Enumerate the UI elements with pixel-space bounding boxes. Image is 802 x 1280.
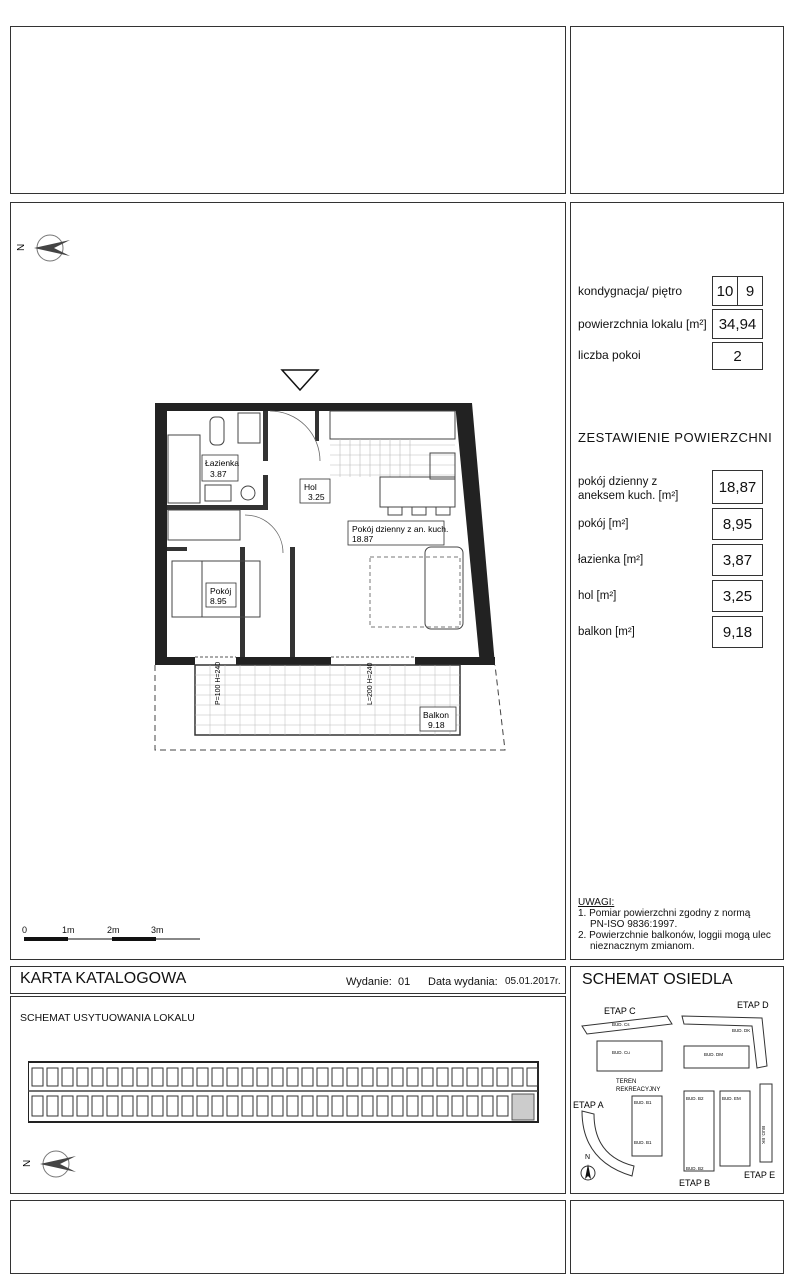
strip-unit xyxy=(497,1068,508,1086)
room-area: 8.95 xyxy=(210,596,227,606)
notes-title: UWAGI: xyxy=(578,897,615,908)
location-title: SCHEMAT USYTUOWANIA LOKALU xyxy=(20,1012,195,1024)
strip-unit xyxy=(347,1068,358,1086)
areas-title: ZESTAWIENIE POWIERZCHNI xyxy=(578,430,773,445)
building-label-8: BUD. EM xyxy=(722,1096,741,1101)
strip-unit xyxy=(182,1068,193,1086)
entrance-marker xyxy=(282,370,318,390)
strip-unit xyxy=(332,1096,343,1116)
strip-unit xyxy=(287,1096,298,1116)
strip-unit xyxy=(437,1096,448,1116)
strip-unit xyxy=(137,1096,148,1116)
floor-value-cell-2 xyxy=(737,276,763,306)
building-label-9: BUD. EK xyxy=(761,1126,766,1145)
strip-unit xyxy=(437,1068,448,1086)
strip-unit xyxy=(77,1068,88,1086)
location-compass-letter: N xyxy=(22,1159,33,1167)
strip-unit xyxy=(212,1096,223,1116)
strip-unit xyxy=(47,1068,58,1086)
edition-label: Wydanie: xyxy=(346,976,392,988)
strip-unit xyxy=(107,1096,118,1116)
scale-tick-0: 0 xyxy=(22,925,28,935)
strip-unit xyxy=(467,1068,478,1086)
area-row-balcony-label: balkon [m²] xyxy=(578,626,635,638)
scale-tick-2: 2m xyxy=(107,925,120,935)
notes-line-2: PN-ISO 9836:1997. xyxy=(590,919,678,930)
strip-unit xyxy=(302,1096,313,1116)
floor-plan xyxy=(150,365,515,755)
compass-rose xyxy=(14,226,74,270)
strip-unit xyxy=(242,1068,253,1086)
area-living-value: 18,87 xyxy=(718,478,757,496)
location-strip xyxy=(28,1058,540,1128)
strip-unit xyxy=(242,1096,253,1116)
area-row-balcony-cell xyxy=(712,616,763,648)
strip-unit xyxy=(122,1096,133,1116)
unit-area-label: powierzchnia lokalu [m²] xyxy=(578,317,707,331)
washing-machine xyxy=(241,486,255,500)
etap-b: ETAP B xyxy=(679,1178,711,1188)
scale-tick-3: 3m xyxy=(151,925,164,935)
etap-d: ETAP D xyxy=(737,1000,769,1010)
area-row-living-cell xyxy=(712,470,763,504)
bath-name: Łazienka xyxy=(205,458,240,468)
estate-north: N xyxy=(585,1154,591,1161)
compass-letter: N xyxy=(16,243,27,251)
area-row-room-cell xyxy=(712,508,763,540)
etap-c: ETAP C xyxy=(604,1006,636,1016)
strip-unit xyxy=(257,1096,268,1116)
entrance-door-swing xyxy=(270,411,320,461)
strip-unit xyxy=(377,1068,388,1086)
estate-title: SCHEMAT OSIEDLA xyxy=(582,971,733,988)
strip-unit xyxy=(212,1068,223,1086)
terrain-label-2: REKREACYJNY xyxy=(616,1087,661,1093)
bath-area: 3.87 xyxy=(210,469,227,479)
kitchen-tiles xyxy=(330,439,455,477)
strip-unit xyxy=(422,1096,433,1116)
floor-number-value: 9 xyxy=(745,282,755,300)
strip-unit xyxy=(347,1096,358,1116)
terrain-label: TEREN xyxy=(616,1079,637,1085)
notes-line-4: nieznacznym zmianom. xyxy=(590,941,695,952)
door-l-label: L=200 H=240 xyxy=(367,662,374,705)
strip-unit xyxy=(107,1068,118,1086)
strip-unit xyxy=(92,1068,103,1086)
floor-building-value: 10 xyxy=(716,282,734,300)
scale-bar xyxy=(24,936,204,944)
strip-unit xyxy=(167,1068,178,1086)
building-label-7: BUD. B2 xyxy=(686,1166,704,1171)
estate-map xyxy=(572,996,782,1192)
door-p-label: P=100 H=240 xyxy=(215,661,222,705)
date-label: Data wydania: xyxy=(428,976,498,988)
room-name: Pokój xyxy=(210,586,232,596)
area-row-living-label-1: pokój dzienny z xyxy=(578,476,658,488)
strip-unit xyxy=(317,1068,328,1086)
area-row-hall-cell xyxy=(712,580,763,612)
area-row-bath-label: łazienka [m²] xyxy=(578,554,644,566)
strip-unit xyxy=(137,1068,148,1086)
strip-unit xyxy=(62,1068,73,1086)
bathtub xyxy=(168,435,200,503)
sink xyxy=(205,485,231,501)
strip-unit xyxy=(512,1068,523,1086)
strip-unit xyxy=(317,1096,328,1116)
date-value: 05.01.2017r. xyxy=(505,976,561,987)
location-compass xyxy=(20,1142,80,1186)
strip-unit xyxy=(272,1068,283,1086)
notes-line-3: 2. Powierzchnie balkonów, loggii mogą ulec xyxy=(578,930,771,941)
strip-unit xyxy=(422,1068,433,1086)
floor-value-cell xyxy=(712,276,738,306)
strip-unit xyxy=(182,1096,193,1116)
building-label-2: BUD. DK xyxy=(732,1028,751,1033)
area-row-living-label-2: aneksem kuch. [m²] xyxy=(578,490,679,502)
strip-unit xyxy=(332,1068,343,1086)
strip-unit xyxy=(392,1068,403,1086)
strip-unit xyxy=(452,1096,463,1116)
bottom-left-frame xyxy=(10,1200,566,1274)
hall-area: 3.25 xyxy=(308,492,325,502)
strip-unit xyxy=(482,1068,493,1086)
strip-unit xyxy=(62,1096,73,1116)
strip-unit xyxy=(47,1096,58,1116)
strip-unit xyxy=(527,1068,538,1086)
strip-unit xyxy=(122,1068,133,1086)
strip-unit xyxy=(452,1068,463,1086)
etap-e: ETAP E xyxy=(744,1170,776,1180)
strip-unit xyxy=(467,1096,478,1116)
strip-unit xyxy=(197,1096,208,1116)
edition-value: 01 xyxy=(398,976,411,988)
area-row-hall-label: hol [m²] xyxy=(578,590,617,602)
header-left-frame xyxy=(10,26,566,194)
building-label-0: BUD. Cs xyxy=(612,1022,630,1027)
floor-label: kondygnacja/ piętro xyxy=(578,284,683,298)
strip-unit xyxy=(482,1096,493,1116)
strip-unit xyxy=(362,1068,373,1086)
strip-unit xyxy=(392,1096,403,1116)
strip-unit xyxy=(497,1096,508,1116)
etap-a: ETAP A xyxy=(573,1100,604,1110)
strip-unit xyxy=(257,1068,268,1086)
wardrobe xyxy=(168,510,240,540)
area-row-room-label: pokój [m²] xyxy=(578,518,629,530)
strip-unit xyxy=(227,1096,238,1116)
kitchen-island xyxy=(380,477,455,507)
building-label-5: BUD. B1 xyxy=(634,1140,652,1145)
strip-unit xyxy=(227,1068,238,1086)
catalog-title: KARTA KATALOGOWA xyxy=(20,970,187,987)
strip-unit xyxy=(197,1068,208,1086)
strip-unit xyxy=(287,1068,298,1086)
strip-unit xyxy=(167,1096,178,1116)
strip-unit xyxy=(152,1096,163,1116)
toilet xyxy=(210,417,224,445)
rooms-count-label: liczba pokoi xyxy=(578,348,641,362)
strip-unit xyxy=(32,1068,43,1086)
rooms-count-value: 2 xyxy=(733,347,742,365)
area-room-value: 8,95 xyxy=(722,515,753,533)
building-label-4: BUD. B1 xyxy=(634,1100,652,1105)
hall-name: Hol xyxy=(304,482,317,492)
scale-tick-1: 1m xyxy=(62,925,75,935)
area-bath-value: 3,87 xyxy=(722,551,753,569)
strip-unit xyxy=(362,1096,373,1116)
area-hall-value: 3,25 xyxy=(722,587,753,605)
strip-unit xyxy=(272,1096,283,1116)
living-area: 18.87 xyxy=(352,534,374,544)
strip-unit xyxy=(407,1068,418,1086)
strip-unit xyxy=(77,1096,88,1116)
building-label-3: BUD. DM xyxy=(704,1052,723,1057)
inner-walls xyxy=(167,411,319,657)
strip-unit xyxy=(92,1096,103,1116)
header-right-frame xyxy=(570,26,784,194)
sofa xyxy=(425,547,463,629)
highlighted-unit xyxy=(512,1094,534,1120)
kitchen-counter xyxy=(330,411,455,439)
unit-area-value: 34,94 xyxy=(718,315,757,333)
balcony-name: Balkon xyxy=(423,710,449,720)
room-door-swing xyxy=(245,515,283,553)
shower-shaft xyxy=(238,413,260,443)
strip-unit xyxy=(302,1068,313,1086)
area-balcony-value: 9,18 xyxy=(722,623,753,641)
rooms-count-cell xyxy=(712,342,763,370)
strip-unit xyxy=(152,1068,163,1086)
strip-unit xyxy=(407,1096,418,1116)
balcony-area: 9.18 xyxy=(428,720,445,730)
strip-unit xyxy=(32,1096,43,1116)
unit-area-cell xyxy=(712,309,763,339)
strip-unit xyxy=(377,1096,388,1116)
building-label-1: BUD. Cu xyxy=(612,1050,630,1055)
bottom-right-frame xyxy=(570,1200,784,1274)
living-name: Pokój dzienny z an. kuch. xyxy=(352,524,449,534)
notes-line-1: 1. Pomiar powierzchni zgodny z normą xyxy=(578,908,751,919)
building-label-6: BUD. B2 xyxy=(686,1096,704,1101)
area-row-bath-cell xyxy=(712,544,763,576)
